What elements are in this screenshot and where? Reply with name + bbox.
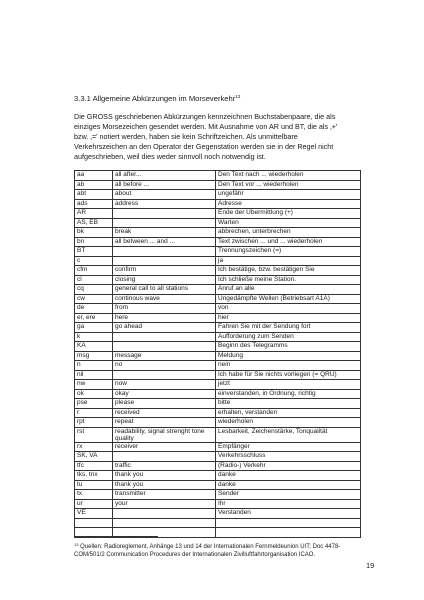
footnote bbox=[74, 541, 364, 559]
table-row bbox=[75, 190, 361, 200]
abbreviation-cell: k bbox=[75, 332, 113, 342]
abbreviation-cell: cq bbox=[75, 285, 113, 295]
english-meaning-cell: readability, signal strenght tone quality bbox=[113, 427, 216, 442]
abbreviation-cell: ok bbox=[75, 389, 113, 399]
english-meaning-cell bbox=[113, 370, 216, 380]
german-meaning-cell: Warten bbox=[216, 218, 361, 228]
abbreviation-cell: tx bbox=[75, 490, 113, 500]
abbreviation-cell: cw bbox=[75, 294, 113, 304]
german-meaning-cell: Empfänger bbox=[216, 442, 361, 452]
german-meaning-cell: Ihr bbox=[216, 499, 361, 509]
abbreviation-cell: BT bbox=[75, 247, 113, 257]
english-meaning-cell: general call to all stations bbox=[113, 285, 216, 295]
german-meaning-cell: Anruf an alle bbox=[216, 285, 361, 295]
german-meaning-cell: jetzt bbox=[216, 380, 361, 390]
english-meaning-cell: now bbox=[113, 380, 216, 390]
footnote-text: Quellen: Radioreglement, Anhänge 13 und 14 der Internationalen Fernmeldeunion UIT; Doc 4478- bbox=[78, 544, 341, 550]
german-meaning-cell: Aufforderung zum Senden bbox=[216, 332, 361, 342]
english-meaning-cell bbox=[113, 247, 216, 257]
english-meaning-cell bbox=[113, 452, 216, 462]
english-meaning-cell: about bbox=[113, 190, 216, 200]
german-meaning-cell: Fahren Sie mit der Sendung fort bbox=[216, 323, 361, 333]
german-meaning-cell: Adresse bbox=[216, 199, 361, 209]
abbreviation-cell: tfc bbox=[75, 461, 113, 471]
german-meaning-cell: danke bbox=[216, 471, 361, 481]
table-row bbox=[75, 351, 361, 361]
english-meaning-cell: please bbox=[113, 399, 216, 409]
table-row bbox=[75, 380, 361, 390]
table-row bbox=[75, 209, 361, 219]
intro-line: aufgeschrieben, weil dies weder sinnvoll noch notwendig ist. bbox=[74, 152, 266, 161]
abbreviation-cell: cl bbox=[75, 275, 113, 285]
german-meaning-cell bbox=[216, 528, 361, 538]
english-meaning-cell bbox=[113, 518, 216, 528]
table-row bbox=[75, 452, 361, 462]
german-meaning-cell: Sender bbox=[216, 490, 361, 500]
table-row bbox=[75, 399, 361, 409]
abbreviation-cell: rx bbox=[75, 442, 113, 452]
footnote-divider bbox=[74, 536, 158, 537]
english-meaning-cell: closing bbox=[113, 275, 216, 285]
english-meaning-cell bbox=[113, 509, 216, 519]
abbreviation-table bbox=[74, 170, 361, 538]
table-row bbox=[75, 427, 361, 442]
abbreviation-cell: AR bbox=[75, 209, 113, 219]
abbreviation-cell: tks, tnx bbox=[75, 471, 113, 481]
german-meaning-cell: Ende der Übermittlung (+) bbox=[216, 209, 361, 219]
german-meaning-cell: Den Text vor ... wiederholen bbox=[216, 180, 361, 190]
german-meaning-cell: Verkehrsschluss bbox=[216, 452, 361, 462]
abbreviation-cell: msg bbox=[75, 351, 113, 361]
english-meaning-cell bbox=[113, 332, 216, 342]
english-meaning-cell: from bbox=[113, 304, 216, 314]
english-meaning-cell: message bbox=[113, 351, 216, 361]
table-row bbox=[75, 442, 361, 452]
german-meaning-cell: einverstanden, in Ordnung, richtig bbox=[216, 389, 361, 399]
abbreviation-cell: r bbox=[75, 408, 113, 418]
english-meaning-cell: all after... bbox=[113, 171, 216, 181]
table-row bbox=[75, 418, 361, 428]
table-row bbox=[75, 509, 361, 519]
table-row bbox=[75, 228, 361, 238]
abbreviation-cell: ga bbox=[75, 323, 113, 333]
footnote-reference[interactable]: 13 bbox=[235, 94, 241, 99]
english-meaning-cell: okay bbox=[113, 389, 216, 399]
footnote-line bbox=[74, 541, 364, 551]
english-meaning-cell: thank you bbox=[113, 471, 216, 481]
table-row bbox=[75, 499, 361, 509]
intro-line: einziges Morsezeichen gesendet werden. Mit Ausnahme von AR und BT, die als ‚+' bbox=[74, 122, 338, 131]
footnote-mark: 13 bbox=[74, 542, 79, 547]
english-meaning-cell: received bbox=[113, 408, 216, 418]
abbreviation-cell: bn bbox=[75, 237, 113, 247]
abbreviation-cell: tu bbox=[75, 480, 113, 490]
german-meaning-cell: ungefähr bbox=[216, 190, 361, 200]
english-meaning-cell: thank you bbox=[113, 480, 216, 490]
german-meaning-cell: Ungedämpfte Wellen (Betriebsart A1A) bbox=[216, 294, 361, 304]
table-row bbox=[75, 247, 361, 257]
german-meaning-cell: danke bbox=[216, 480, 361, 490]
intro-line: Die GROSS geschriebenen Abkürzungen kennzeichnen Buchstabenpaare, die als bbox=[74, 112, 336, 121]
english-meaning-cell: here bbox=[113, 313, 216, 323]
english-meaning-cell bbox=[113, 218, 216, 228]
table-row bbox=[75, 304, 361, 314]
table-row bbox=[75, 461, 361, 471]
abbreviation-cell: VE bbox=[75, 509, 113, 519]
english-meaning-cell: all between ... and ... bbox=[113, 237, 216, 247]
abbreviation-cell: ab bbox=[75, 180, 113, 190]
abbreviation-cell: SK, VA bbox=[75, 452, 113, 462]
abbreviation-cell: pse bbox=[75, 399, 113, 409]
german-meaning-cell: von bbox=[216, 304, 361, 314]
english-meaning-cell: all before ... bbox=[113, 180, 216, 190]
intro-line: Verkehrszeichen an den Operator der Gegenstation werden sie in der Regel nicht bbox=[74, 142, 334, 151]
german-meaning-cell: erhalten, verstanden bbox=[216, 408, 361, 418]
table-row bbox=[75, 490, 361, 500]
abbreviation-cell: rst bbox=[75, 427, 113, 442]
german-meaning-cell: bitte bbox=[216, 399, 361, 409]
table-row bbox=[75, 342, 361, 352]
english-meaning-cell: continous wave bbox=[113, 294, 216, 304]
german-meaning-cell bbox=[216, 518, 361, 528]
abbreviation-cell: abt bbox=[75, 190, 113, 200]
german-meaning-cell: abbrechen, unterbrechen bbox=[216, 228, 361, 238]
footnote-line: COM/501/2 Communication Procedures der Internationalen Zivilluftfahrtorganisation ICAO. bbox=[74, 552, 316, 558]
table-row bbox=[75, 408, 361, 418]
section-heading-text: 3.3.1 Allgemeine Abkürzungen im Morseverkehr bbox=[74, 94, 236, 103]
english-meaning-cell: break bbox=[113, 228, 216, 238]
english-meaning-cell bbox=[113, 256, 216, 266]
abbreviation-cell: nw bbox=[75, 380, 113, 390]
english-meaning-cell: go ahead bbox=[113, 323, 216, 333]
table-row bbox=[75, 237, 361, 247]
table-row bbox=[75, 266, 361, 276]
abbreviation-cell: ur bbox=[75, 499, 113, 509]
german-meaning-cell: Den Text nach ... wiederholen bbox=[216, 171, 361, 181]
english-meaning-cell bbox=[113, 209, 216, 219]
german-meaning-cell: Trennungszeichen (=) bbox=[216, 247, 361, 257]
table-row bbox=[75, 323, 361, 333]
german-meaning-cell: Ich schließe meine Station. bbox=[216, 275, 361, 285]
table-row bbox=[75, 218, 361, 228]
english-meaning-cell: address bbox=[113, 199, 216, 209]
english-meaning-cell: traffic bbox=[113, 461, 216, 471]
german-meaning-cell: wiederholen bbox=[216, 418, 361, 428]
abbreviation-cell: n bbox=[75, 361, 113, 371]
intro-line: bzw. ‚=' notiert werden, haben sie kein Schriftzeichen. Als unmittelbare bbox=[74, 132, 298, 141]
table-row bbox=[75, 313, 361, 323]
english-meaning-cell: transmitter bbox=[113, 490, 216, 500]
german-meaning-cell: Text zwischen ... und ... wiederholen bbox=[216, 237, 361, 247]
abbreviation-cell: KA bbox=[75, 342, 113, 352]
table-row bbox=[75, 275, 361, 285]
english-meaning-cell: your bbox=[113, 499, 216, 509]
table-row bbox=[75, 361, 361, 371]
abbreviation-cell bbox=[75, 518, 113, 528]
english-meaning-cell bbox=[113, 342, 216, 352]
abbreviation-cell: AS, EB bbox=[75, 218, 113, 228]
abbreviation-cell: rpt bbox=[75, 418, 113, 428]
table-row bbox=[75, 480, 361, 490]
abbreviation-table-body bbox=[75, 171, 361, 538]
german-meaning-cell: Beginn des Telegramms bbox=[216, 342, 361, 352]
table-row bbox=[75, 471, 361, 481]
german-meaning-cell: nein bbox=[216, 361, 361, 371]
german-meaning-cell: Ich habe für Sie nichts vorliegen (= QRU) bbox=[216, 370, 361, 380]
abbreviation-cell: de bbox=[75, 304, 113, 314]
section-heading bbox=[74, 92, 240, 103]
german-meaning-cell: Verstanden bbox=[216, 509, 361, 519]
english-meaning-cell: repeat bbox=[113, 418, 216, 428]
german-meaning-cell: Meldung bbox=[216, 351, 361, 361]
english-meaning-cell: no bbox=[113, 361, 216, 371]
table-row bbox=[75, 332, 361, 342]
intro-paragraph bbox=[74, 112, 356, 162]
table-row bbox=[75, 389, 361, 399]
table-row bbox=[75, 180, 361, 190]
abbreviation-cell: cfm bbox=[75, 266, 113, 276]
abbreviation-cell: er, ere bbox=[75, 313, 113, 323]
table-row bbox=[75, 285, 361, 295]
german-meaning-cell: (Radio-) Verkehr bbox=[216, 461, 361, 471]
abbreviation-cell: c bbox=[75, 256, 113, 266]
german-meaning-cell: ja bbox=[216, 256, 361, 266]
table-row bbox=[75, 518, 361, 528]
table-row bbox=[75, 171, 361, 181]
table-row bbox=[75, 370, 361, 380]
page-number: 19 bbox=[366, 561, 375, 570]
german-meaning-cell: Lesbarkeit, Zeichenstärke, Tonqualität bbox=[216, 427, 361, 442]
abbreviation-cell: bk bbox=[75, 228, 113, 238]
german-meaning-cell: hier bbox=[216, 313, 361, 323]
table-row bbox=[75, 199, 361, 209]
german-meaning-cell: Ich bestätige, bzw. bestätigen Sie bbox=[216, 266, 361, 276]
table-row bbox=[75, 256, 361, 266]
english-meaning-cell: receiver bbox=[113, 442, 216, 452]
abbreviation-cell: aa bbox=[75, 171, 113, 181]
table-row bbox=[75, 294, 361, 304]
english-meaning-cell: confirm bbox=[113, 266, 216, 276]
abbreviation-cell: ads bbox=[75, 199, 113, 209]
abbreviation-cell: nil bbox=[75, 370, 113, 380]
